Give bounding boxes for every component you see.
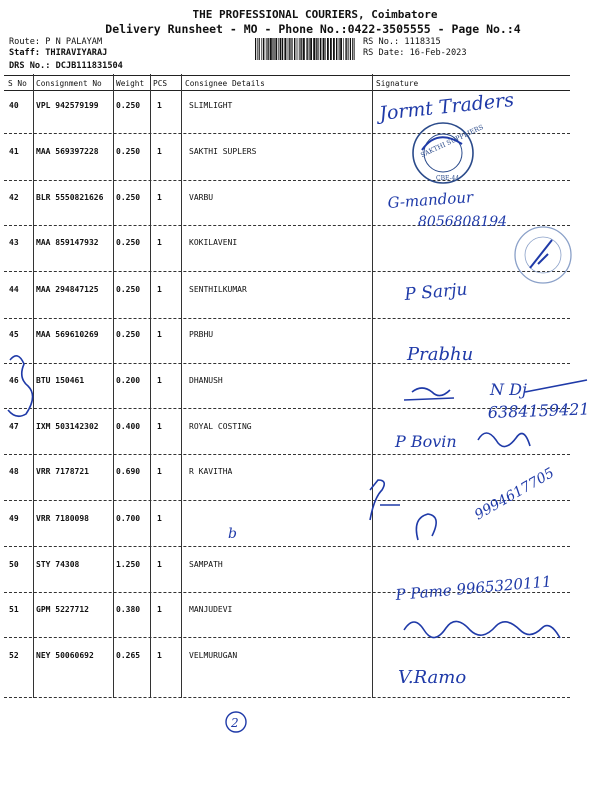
- row-pcs: 1: [157, 422, 162, 431]
- row-weight: 0.250: [116, 101, 141, 110]
- row-sno: 52: [9, 651, 19, 660]
- signature-47: P Bovin: [395, 432, 457, 451]
- stamp-text: SAKTHI SUPPLIERS: [419, 123, 485, 160]
- row-sno: 49: [9, 514, 19, 523]
- row-consignment: GPM 5227712: [36, 605, 89, 614]
- row-consignment: IXM 503142302: [36, 422, 99, 431]
- row-sno: 44: [9, 285, 19, 294]
- row-consignment: BLR 5550821626: [36, 193, 104, 202]
- rs-no-value: 1118315: [404, 37, 441, 47]
- signature-50: P Pame 9965320111: [394, 572, 553, 604]
- row-consignee: KOKILAVENI: [189, 238, 238, 247]
- staff-label: Staff:: [9, 48, 41, 58]
- company-title: THE PROFESSIONAL COURIERS, Coimbatore: [192, 8, 438, 21]
- row-consignment: NEY 50060692: [36, 651, 94, 660]
- row-pcs: 1: [157, 376, 162, 385]
- row-consignee: VARBU: [189, 193, 214, 202]
- row-pcs: 1: [157, 514, 162, 523]
- row-weight: 0.400: [116, 422, 141, 431]
- row-pcs: 1: [157, 605, 162, 614]
- row-consignment: BTU 150461: [36, 376, 85, 385]
- signature-42-phone: 8056808194: [418, 214, 508, 230]
- row-pcs: 1: [157, 238, 162, 247]
- bottom-mark: [226, 712, 246, 732]
- row-consignee: SAKTHI SUPLERS: [189, 147, 257, 156]
- row-weight: 0.380: [116, 605, 141, 614]
- row-consignment: MAA 859147932: [36, 238, 99, 247]
- row-sno: 41: [9, 147, 19, 156]
- col-header-pcs: PCS: [153, 79, 168, 88]
- margin-scribble: [8, 356, 33, 416]
- stamp-subtext: CBE-44: [436, 175, 460, 182]
- signature-40: Jormt Traders: [378, 88, 515, 125]
- row-sno: 48: [9, 467, 19, 476]
- rs-date-label: RS Date:: [363, 48, 405, 58]
- row-consignee: VELMURUGAN: [189, 651, 238, 660]
- row-pcs: 1: [157, 560, 162, 569]
- col-header-signature: Signature: [376, 79, 419, 88]
- col-header-consignee: Consignee Details: [185, 79, 265, 88]
- col-header-weight: Weight: [116, 79, 145, 88]
- row-consignee: DHANUSH: [189, 376, 223, 385]
- row-consignee: SAMPATH: [189, 560, 223, 569]
- row-sno: 40: [9, 101, 19, 110]
- drs-label: DRS No.:: [9, 61, 51, 71]
- stamp-sakthi-suppliers: [413, 123, 485, 183]
- signature-42-name: G-mandour: [387, 188, 474, 212]
- row-pcs: 1: [157, 285, 162, 294]
- row-consignment: MAA 294847125: [36, 285, 99, 294]
- row-consignment: VRR 7180098: [36, 514, 89, 523]
- row-weight: 0.690: [116, 467, 141, 476]
- row-pcs: 1: [157, 147, 162, 156]
- signature-46: [404, 380, 590, 422]
- row-consignment: STY 74308: [36, 560, 80, 569]
- signature-46-name: N Dj: [490, 380, 527, 399]
- row-sno: 46: [9, 376, 19, 385]
- col-header-consignment: Consignment No: [36, 79, 102, 88]
- rs-date-value: 16-Feb-2023: [409, 48, 467, 58]
- runsheet-subtitle: Delivery Runsheet - MO - Phone No.:0422-3505555 - Page No.:4: [105, 22, 521, 36]
- row-sno: 51: [9, 605, 19, 614]
- row-consignee: R KAVITHA: [189, 467, 233, 476]
- stamp-43: [515, 227, 571, 283]
- signature-47-flourish: [478, 433, 530, 447]
- bottom-mark-text: 2: [231, 716, 239, 730]
- drs-value: DCJB111831504: [55, 61, 123, 71]
- signature-48-initial: [370, 480, 400, 520]
- signature-51: [404, 621, 560, 638]
- row-weight: 0.700: [116, 514, 141, 523]
- row-sno: 47: [9, 422, 19, 431]
- signature-49-mark: [416, 514, 436, 540]
- mark-49: b: [228, 526, 237, 542]
- signature-45: Prabhu: [407, 344, 474, 365]
- row-pcs: 1: [157, 101, 162, 110]
- col-header-sno: S No: [8, 79, 27, 88]
- row-consignee: SLIMLIGHT: [189, 101, 233, 110]
- row-pcs: 1: [157, 651, 162, 660]
- row-weight: 0.250: [116, 330, 141, 339]
- row-sno: 45: [9, 330, 19, 339]
- row-weight: 0.265: [116, 651, 141, 660]
- signature-52: V.Ramo: [398, 667, 467, 688]
- route-value: P N PALAYAM: [45, 37, 103, 47]
- row-weight: 0.250: [116, 193, 141, 202]
- row-consignee: MANJUDEVI: [189, 605, 233, 614]
- route-label: Route:: [9, 37, 41, 47]
- row-consignee: ROYAL COSTING: [189, 422, 252, 431]
- staff-value: THIRAVIYARAJ: [45, 48, 108, 58]
- row-pcs: 1: [157, 193, 162, 202]
- row-weight: 0.200: [116, 376, 141, 385]
- row-sno: 50: [9, 560, 19, 569]
- row-weight: 0.250: [116, 238, 141, 247]
- row-weight: 0.250: [116, 147, 141, 156]
- row-pcs: 1: [157, 330, 162, 339]
- row-consignee: PRBHU: [189, 330, 214, 339]
- signature-46-phone: 6384159421: [487, 399, 590, 422]
- row-sno: 43: [9, 238, 19, 247]
- row-consignment: VRR 7178721: [36, 467, 89, 476]
- row-consignment: VPL 942579199: [36, 101, 99, 110]
- row-consignment: MAA 569397228: [36, 147, 99, 156]
- row-consignment: MAA 569610269: [36, 330, 99, 339]
- row-weight: 1.250: [116, 560, 141, 569]
- signature-48-phone: 9994617705: [472, 465, 558, 524]
- row-sno: 42: [9, 193, 19, 202]
- rs-no-label: RS No.:: [363, 37, 400, 47]
- row-pcs: 1: [157, 467, 162, 476]
- row-weight: 0.250: [116, 285, 141, 294]
- signature-44: P Sarju: [403, 279, 469, 305]
- row-consignee: SENTHILKUMAR: [189, 285, 247, 294]
